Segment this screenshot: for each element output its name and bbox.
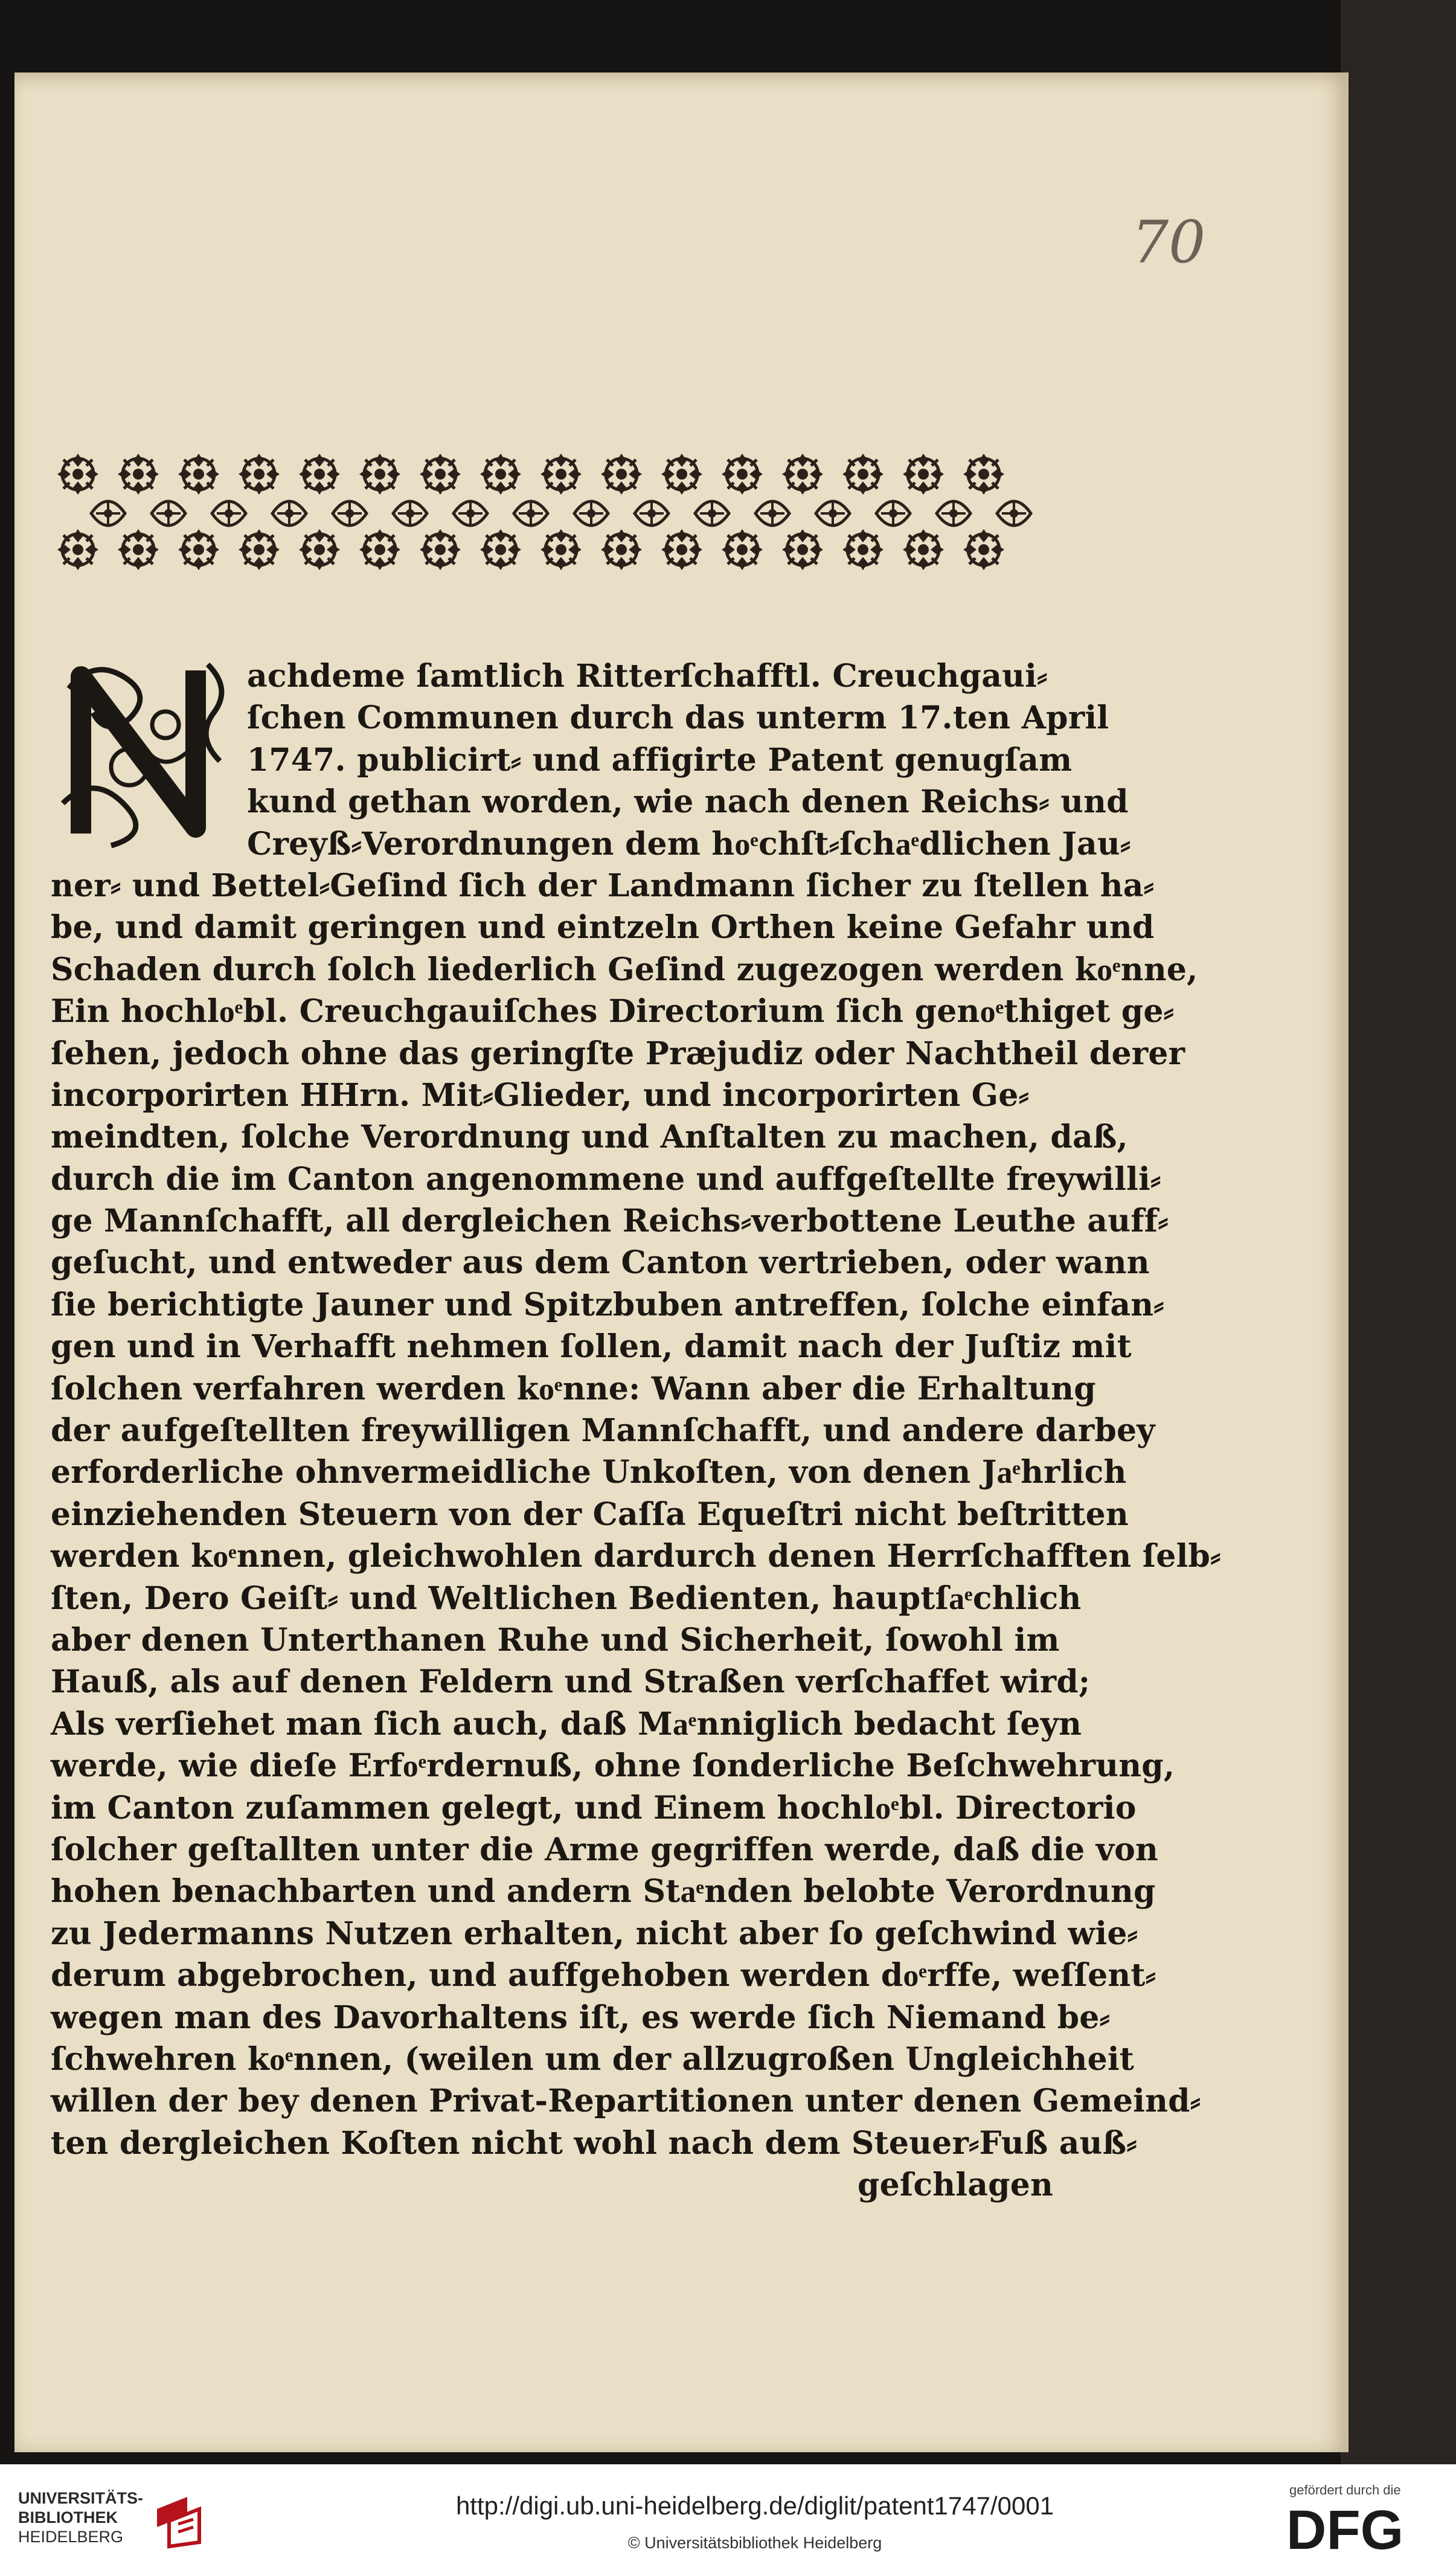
copyright-notice: © Universitätsbibliothek Heidelberg [627, 2534, 882, 2552]
text-line: durch die im Canton angenommene und auffgeſtellte freywilli⸗ [51, 1160, 1161, 1198]
text-line: 1747. publicirt⸗ und affigirte Patent genugſam [247, 741, 1073, 779]
library-name [18, 2488, 143, 2546]
scan-background-right [1341, 0, 1456, 2464]
text-line: der aufgeſtellten freywilligen Mannſchafft, und andere darbey [51, 1412, 1155, 1450]
text-line: ſolchen verfahren werden koͤnne: Wann aber die Erhaltung [51, 1370, 1096, 1407]
text-line: incorporirten HHrn. Mit⸗Glieder, und incorporirten Ge⸗ [51, 1076, 1030, 1114]
text-line: Ein hochloͤbl. Creuchgauiſches Directorium ſich genoͤthiget ge⸗ [51, 993, 1175, 1030]
text-line: Als verſiehet man ſich auch, daß Maͤnniglich bedacht ſeyn [51, 1705, 1082, 1743]
text-line: im Canton zuſammen gelegt, und Einem hochloͤbl. Directorio [51, 1789, 1137, 1826]
text-line: ſehen, jedoch ohne das geringſte Præjudiz oder Nachtheil derer [51, 1035, 1185, 1072]
library-emblem-icon [151, 2491, 209, 2549]
text-line: gen und in Verhafft nehmen ſollen, damit nach der Juſtiz mit [51, 1328, 1132, 1366]
footer-bar [0, 2464, 1456, 2570]
document-body [51, 655, 1221, 2206]
text-line: ſten, Dero Geiſt⸗ und Weltlichen Bedienten, hauptſaͤchlich [51, 1579, 1082, 1617]
text-line: be, und damit geringen und eintzeln Orthen keine Gefahr und [51, 909, 1155, 946]
text-line: hohen benachbarten und andern Staͤnden belobte Verordnung [51, 1873, 1156, 1910]
library-logo[interactable] [18, 2488, 211, 2555]
text-line: Schaden durch ſolch liederlich Geſind zugezogen werden koͤnne, [51, 951, 1198, 988]
text-line: wegen man des Davorhaltens iſt, es werde ſich Niemand be⸗ [51, 1999, 1111, 2036]
permalink-url[interactable]: http://digi.ub.uni-heidelberg.de/diglit/patent1747/0001 [455, 2491, 1054, 2520]
document-page [14, 72, 1349, 2452]
text-line: ſchen Communen durch das unterm 17.ten April [247, 699, 1109, 737]
folio-number: 70 [1132, 208, 1206, 276]
text-line: achdeme ſamtlich Ritterſchafftl. Creuchgaui⸗ [247, 658, 1048, 695]
text-line: ner⸗ und Bettel⸗Geſind ſich der Landmann ſicher zu ſtellen ha⸗ [51, 867, 1155, 904]
dfg-logo-icon[interactable] [1286, 2499, 1437, 2561]
text-line: Creyß⸗Verordnungen dem hoͤchſt⸗ſchaͤdlichen Jau⸗ [247, 825, 1131, 863]
catchword: geſchlagen [858, 2167, 1053, 2204]
text-line: geſucht, und entweder aus dem Canton vertrieben, oder wann [51, 1244, 1150, 1282]
text-line: ſolcher geſtallten unter die Arme gegriffen werde, daß die von [51, 1831, 1159, 1868]
text-line: werde, wie dieſe Erfoͤrdernuß, ohne ſonderliche Beſchwehrung, [51, 1747, 1175, 1785]
text-line: erforderliche ohnvermeidliche Unkoſten, von denen Jaͤhrlich [51, 1454, 1127, 1491]
text-line: aber denen Unterthanen Ruhe und Sicherheit, ſowohl im [51, 1621, 1060, 1659]
dfg-logo-text: DFG [1286, 2499, 1404, 2561]
library-name-line1: UNIVERSITÄTS- [18, 2489, 144, 2507]
text-line: ten dergleichen Koſten nicht wohl nach dem Steuer⸗Fuß auß⸗ [51, 2124, 1137, 2162]
text-line: ſie berichtigte Jauner und Spitzbuben antreffen, ſolche einfan⸗ [51, 1286, 1164, 1323]
text-line: willen der bey denen Privat-Repartitionen unter denen Gemeind⸗ [51, 2083, 1201, 2120]
text-line: einziehenden Steuern von der Caſſa Equeſtri nicht beſtritten [51, 1495, 1129, 1533]
library-name-line3: HEIDELBERG [18, 2528, 124, 2546]
sponsor-caption: gefördert durch die [1289, 2482, 1401, 2498]
text-line: zu Jedermanns Nutzen erhalten, nicht aber ſo geſchwind wie⸗ [51, 1915, 1138, 1952]
text-line: ſchwehren koͤnnen, (weilen um der allzugroßen Ungleichheit [51, 2040, 1135, 2078]
text-line: meindten, ſolche Verordnung und Anſtalten zu machen, daß, [51, 1119, 1128, 1156]
text-line: kund gethan worden, wie nach denen Reichs⸗ und [247, 783, 1129, 821]
text-line: Hauß, als auf denen Feldern und Straßen verſchaffet wird; [51, 1663, 1091, 1701]
library-name-line2: BIBLIOTHEK [18, 2508, 118, 2527]
text-line: derum abgebrochen, und auffgehoben werden doͤrffe, weſſent⸗ [51, 1957, 1156, 1994]
ornament-band-icon [51, 441, 1047, 577]
text-line: werden koͤnnen, gleichwohlen dardurch denen Herrſchafften ſelb⸗ [51, 1538, 1221, 1575]
text-line: ge Mannſchafft, all dergleichen Reichs⸗verbottene Leuthe auff⸗ [51, 1203, 1169, 1240]
